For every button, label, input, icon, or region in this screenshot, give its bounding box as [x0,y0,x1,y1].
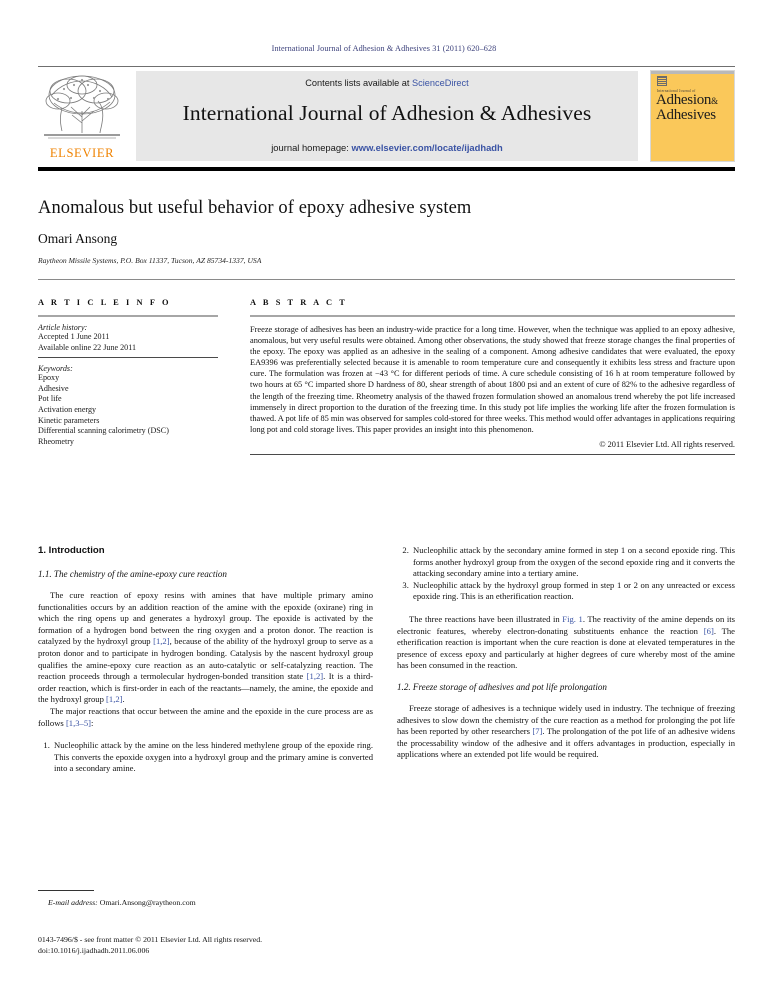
keyword-item: Pot life [38,394,62,404]
para-text: . [122,694,125,705]
cover-title [656,93,718,122]
keyword-item: Activation energy [38,404,97,414]
cover-title-line1: Adhesion [656,92,712,108]
article-history-bottom-rule [38,357,218,358]
spacer [397,672,735,682]
affiliation: Raytheon Missile Systems, P.O. Box 11337, Tucson, AZ 85734-1337, USA [38,256,262,265]
paragraph-three-reactions [397,614,735,672]
para-text: . It is a third-order reaction, which is first-order in each of the reactants—namely, the amine, the epoxide and the hydroxyl group [38,671,374,705]
body-column-right [397,545,735,761]
info-abstract-top-rule [38,279,735,280]
masthead-top-rule [38,66,735,67]
citation-ref[interactable]: [7] [532,726,543,737]
para-text: , because of the ability of the hydroxyl group to serve as a proton donor and to participate in hydrogen bonding. Catalysis by the nascent hydroxyl group qualifies the amine-epoxy cure reaction as an auto-catalytic or self-catalyzing reaction. The reaction proceeds through a termolecular hydrogen-bonded transition state [38,636,373,682]
cover-title-amp: & [711,96,718,106]
abstract-copyright: © 2011 Elsevier Ltd. All rights reserved. [599,439,735,449]
section-heading-introduction: 1. Introduction [38,545,105,556]
corresponding-author-email [38,898,373,907]
email-label: E-mail address: [48,898,98,907]
article-info-column [38,298,218,447]
journal-homepage-line [136,142,638,153]
citation-ref[interactable]: [6] [703,625,714,636]
sciencedirect-link[interactable]: ScienceDirect [412,78,469,88]
subsection-heading-1-1: 1.1. The chemistry of the amine-epoxy cure reaction [38,569,227,579]
para-text: The major reactions that occur between the amine and the epoxide in the cure process are as follows [38,705,373,728]
elsevier-wordmark: ELSEVIER [49,146,115,160]
elsevier-tree-icon [38,71,126,143]
keyword-item: Adhesive [38,383,69,393]
article-history-label: Article history: [38,323,88,332]
keyword-item: Epoxy [38,373,60,383]
citation-ref[interactable]: [1,2] [153,636,170,647]
abstract-rule [250,315,735,317]
article-history-block [38,323,218,353]
reaction-steps-list [38,740,373,775]
cover-publisher-mark-icon [657,76,667,86]
imprint-block [38,935,398,956]
abstract-heading: A B S T R A C T [250,298,348,307]
paragraph-major-reactions [38,706,373,729]
homepage-prefix: journal homepage: [271,142,352,153]
subsection-heading-1-2: 1.2. Freeze storage of adhesives and pot life prolongation [397,681,607,692]
cover-top-band [651,71,734,74]
figure-ref[interactable]: Fig. 1 [562,613,583,624]
journal-title: International Journal of Adhesion & Adhesives [182,101,592,125]
contents-prefix: Contents lists available at [305,78,413,88]
spacer [397,603,735,614]
cover-kicker: International Journal of [657,89,696,93]
article-history-item: Available online 22 June 2011 [38,342,137,352]
para-text: The three reactions have been illustrated in [409,613,563,624]
journal-homepage-link[interactable]: www.elsevier.com/locate/ijadhadh [351,142,503,153]
cover-title-line2: Adhesives [656,107,716,123]
journal-cover-thumbnail [650,70,735,162]
list-item: 1. Nucleophilic attack by the amine on the less hindered methylene group of the epoxide ring. This converts the epoxide oxygen into a hydroxyl group and the primary amine is converted into a secondary amine. [52,740,373,775]
para-text: . The etherification reaction is important when the cure reaction is done at elevated temperatures in the presence of excess epoxy and particularly at higher degrees of cure whereby most of the amine has been consumed in the reaction. [397,625,735,671]
footnote-rule [38,890,94,891]
body-column-left [38,545,373,775]
abstract-column [250,298,735,455]
contents-list-line [136,78,638,88]
para-text: . The reactivity of the amine depends on its electronic features, whereby electron-donating substituents enhance the reaction [397,613,735,636]
paragraph-freeze-storage [397,703,735,761]
paragraph-cure-chemistry [38,590,373,706]
running-head: International Journal of Adhesion & Adhesives 31 (2011) 620–628 [271,44,497,53]
list-item: 3. Nucleophilic attack by the hydroxyl group formed in step 1 or 2 on any unreacted or excess epoxide ring. This is an etherification reaction. [411,580,735,603]
list-item: 2. Nucleophilic attack by the secondary amine formed in step 1 on a second epoxide ring. This forms another hydroxyl group from the oxygen of the second epoxide ring and it converts the attacking secondary amine into a tertiary amine. [411,545,735,580]
para-text: : [91,717,94,728]
author-list: Omari Ansong [38,231,118,246]
reaction-steps-list-continued [397,545,735,603]
email-address[interactable]: Omari.Ansong@raytheon.com [99,898,196,907]
citation-ref[interactable]: [1,2] [106,694,123,705]
para-text: . The prolongation of the pot life of an adhesive widens the processability window of the adhesive and it offers advantages in production, especially in applications where an extended pot life would be required. [397,726,736,760]
doi-line[interactable]: doi:10.1016/j.ijadhadh.2011.06.006 [38,945,150,955]
journal-masthead [38,66,735,161]
keywords-block [38,364,218,447]
keyword-item: Kinetic parameters [38,415,100,425]
keyword-item: Rheometry [38,436,74,446]
abstract-bottom-rule [250,454,735,455]
para-text: Freeze storage of adhesives is a technique widely used in industry. The technique of freezing adhesives to slow down the chemistry of the cure reaction as a method for prolonging the pot life has been reported by other researchers [397,702,735,737]
page-title: Anomalous but useful behavior of epoxy adhesive system [38,198,472,218]
masthead-thick-rule [38,167,735,171]
keywords-label: Keywords: [38,364,73,374]
elsevier-logo [38,71,126,161]
issn-copyright-line: 0143-7496/$ - see front matter © 2011 Elsevier Ltd. All rights reserved. [38,935,263,944]
footnote-block [38,890,373,907]
article-info-heading: A R T I C L E I N F O [38,298,172,307]
para-text: The cure reaction of epoxy resins with amines that have multiple primary amino functionalities occurs by an addition reaction of the amine with the epoxide (oxirane) ring in which the ring opens up and generates a hydroxyl group. The epoxide is activated by the formation of a hydrogen bond between the ring oxygen and a proton donor. The reaction is catalyzed by the hydroxyl group [38,590,373,647]
keyword-item: Differential scanning calorimetry (DSC) [38,426,169,436]
citation-ref[interactable]: [1,2] [306,671,324,682]
abstract-body: Freeze storage of adhesives has been an industry-wide practice for a long time. However, when the technique was applied to an epoxy adhesive, anomalous, but very useful results were obtained. Among other observations, the study showed that freeze storage changes the final properties of the epoxy. The epoxy was applied as an adhesive in the sealing of a component. Among adhesive candidates that were evaluated, the epoxy EA9396 was preferentially selected because it is amenable to room temperature cure and consequently it exhibits less stress and fracture upon cure. The formulation was frozen at −43 °C for different periods of time. A cure schedule consisting of 16 h at room temperature followed by two hours at 65 °C imparted shore D hardness of 80, shear strength of about 1800 psi and an extent of cure of 82% to the adhesive regardless of the length of the freezing time. Rheometry analysis of the thawed frozen formulation showed an anomalous trend whereby the pot life increased immensely in direct proportion to the duration of the freezing time. In this study pot life implies the working life after the frozen formulation is thawed. A pot life of 85 min was observed for samples cold-stored for three weeks. This method would offer advantages in applications requiring long pot and cold storage lives. This paper provides an insight into this phenomenon. [250,325,735,434]
article-history-item: Accepted 1 June 2011 [38,332,110,341]
citation-ref[interactable]: [1,3–5] [65,717,91,728]
journal-banner [136,71,638,161]
article-info-rule [38,315,218,317]
